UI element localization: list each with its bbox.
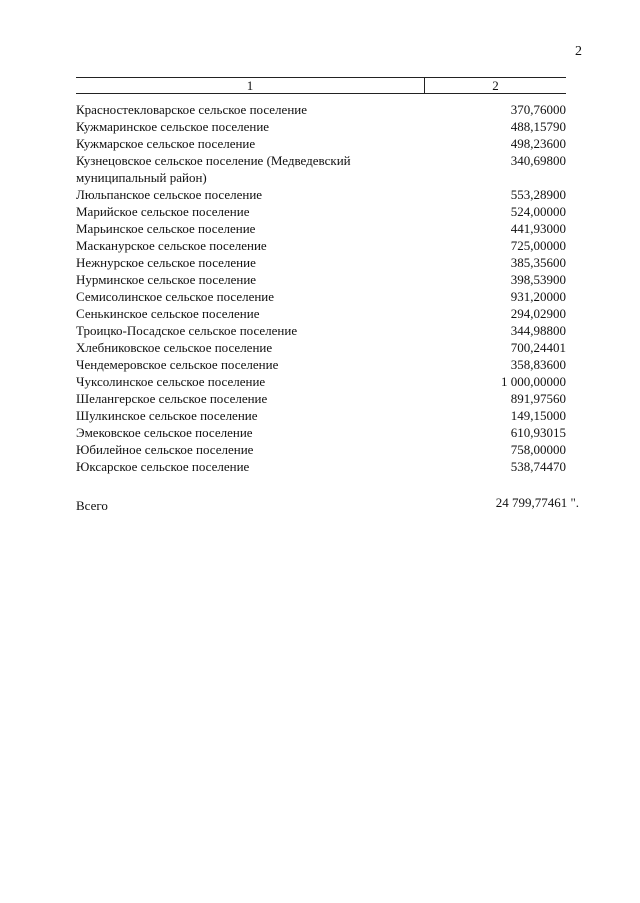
settlement-name: Семисолинское сельское поселение — [76, 289, 275, 304]
settlement-value: 1 000,00000 — [501, 374, 566, 389]
table-row — [76, 424, 566, 441]
table-row — [76, 322, 566, 339]
settlement-value: 758,00000 — [510, 442, 566, 457]
settlement-name: Марьинское сельское поселение — [76, 221, 256, 236]
settlement-value: 294,02900 — [510, 306, 566, 321]
settlement-value: 488,15790 — [510, 119, 566, 134]
settlement-name: Троицко-Посадское сельское поселение — [76, 323, 298, 338]
settlement-value: 398,53900 — [510, 272, 566, 287]
table-row — [76, 356, 566, 373]
table-row — [76, 135, 566, 152]
table-row — [76, 407, 566, 424]
table-row — [76, 339, 566, 356]
table-row — [76, 118, 566, 135]
total-row — [76, 494, 579, 514]
settlement-value: 524,00000 — [510, 204, 566, 219]
settlement-value: 553,28900 — [510, 187, 566, 202]
settlement-value: 340,69800 — [510, 153, 566, 168]
column-header-2: 2 — [492, 78, 499, 93]
settlement-value: 441,93000 — [510, 221, 566, 236]
table-row — [76, 203, 566, 220]
page-number: 2 — [575, 44, 582, 59]
settlement-value: 700,24401 — [510, 340, 566, 355]
table-row — [76, 152, 566, 186]
settlement-value: 891,97560 — [510, 391, 566, 406]
settlement-name: Шулкинское сельское поселение — [76, 408, 258, 423]
settlement-name: Юксарское сельское поселение — [76, 459, 250, 474]
settlement-name: Маскануpское сельское поселение — [76, 238, 267, 253]
settlement-value: 358,83600 — [510, 357, 566, 372]
settlement-name: Чуксолинское сельское поселение — [76, 374, 266, 389]
settlement-name: Юбилейное сельское поселение — [76, 442, 254, 457]
table-row — [76, 288, 566, 305]
table-header — [76, 77, 566, 94]
settlement-value: 538,74470 — [510, 459, 566, 474]
settlement-name: Кужмарское сельское поселение — [76, 136, 256, 151]
table-row — [76, 441, 566, 458]
settlement-name: Хлебниковское сельское поселение — [76, 340, 273, 355]
settlement-name: Нурминское сельское поселение — [76, 272, 257, 287]
total-label: Всего — [76, 498, 108, 513]
table-row — [76, 271, 566, 288]
settlement-name: Эмековское сельское поселение — [76, 425, 253, 440]
table-row — [76, 458, 566, 475]
settlement-name: Нежнурское сельское поселение — [76, 255, 256, 270]
table-row — [76, 373, 566, 390]
settlement-value: 149,15000 — [510, 408, 566, 423]
settlement-value: 385,35600 — [510, 255, 566, 270]
settlement-name: Шелангерское сельское поселение — [76, 391, 268, 406]
settlement-value: 344,98800 — [510, 323, 566, 338]
settlement-name: Кужмаринское сельское поселение — [76, 119, 270, 134]
settlement-list — [76, 101, 566, 475]
table-row — [76, 220, 566, 237]
table-row — [76, 186, 566, 203]
settlement-value: 370,76000 — [510, 102, 566, 117]
table-row — [76, 101, 566, 118]
settlement-value: 725,00000 — [510, 238, 566, 253]
table-row — [76, 305, 566, 322]
total-value: 24 799,77461 ". — [495, 495, 579, 510]
settlement-name: Люльпанское сельское поселение — [76, 187, 263, 202]
table-row — [76, 237, 566, 254]
settlement-name: Сенькинское сельское поселение — [76, 306, 260, 321]
settlement-value: 610,93015 — [510, 425, 566, 440]
settlement-value: 498,23600 — [510, 136, 566, 151]
settlement-value: 931,20000 — [510, 289, 566, 304]
settlement-name: Чендемеровское сельское поселение — [76, 357, 279, 372]
table-row — [76, 390, 566, 407]
settlement-name: Марийское сельское поселение — [76, 204, 250, 219]
column-header-1: 1 — [76, 78, 425, 93]
settlement-name: Кузнецовское сельское поселение (Медведевский муниципальный район) — [76, 153, 351, 185]
settlement-name: Красностекловарское сельское поселение — [76, 102, 307, 117]
table-row — [76, 254, 566, 271]
